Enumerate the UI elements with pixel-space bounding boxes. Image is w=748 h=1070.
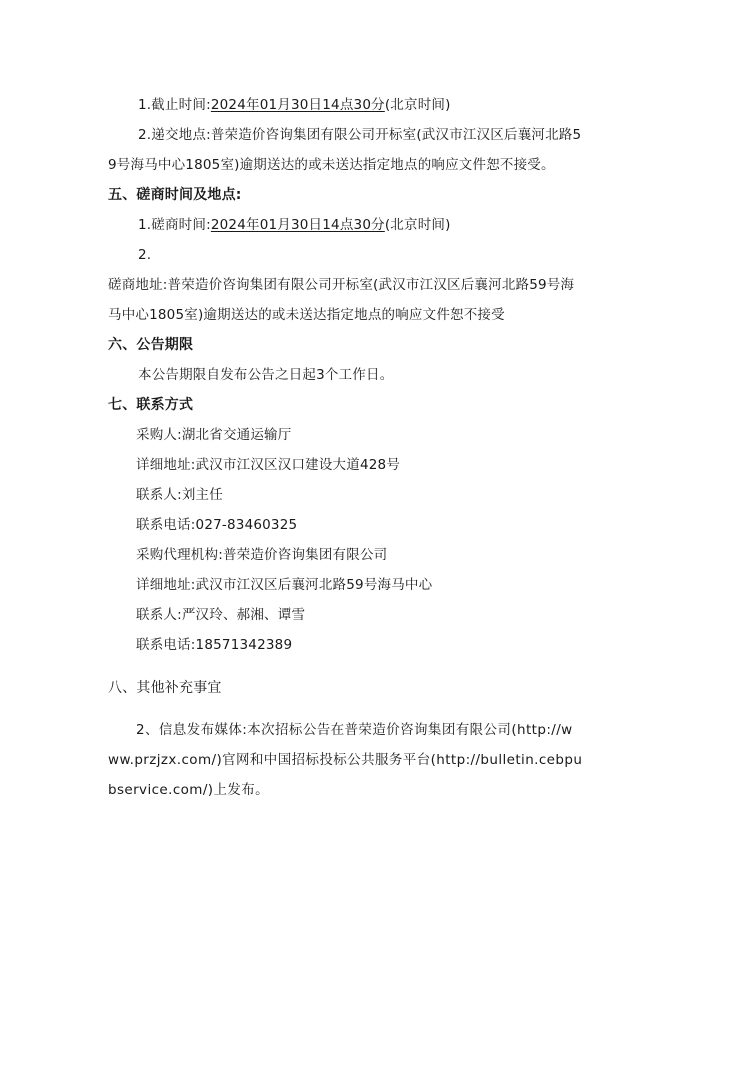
section7-heading: 七、联系方式 [108, 397, 194, 413]
purchaser-name: 采购人:湖北省交通运输厅 [136, 427, 292, 443]
announcement-period-text: 本公告期限自发布公告之日起3个工作日。 [138, 367, 394, 383]
agency-name: 采购代理机构:普荣造价咨询集团有限公司 [136, 547, 388, 563]
deadline-label: 1.截止时间: [138, 97, 211, 113]
consultation-time-timezone: (北京时间) [384, 217, 451, 233]
section6-heading: 六、公告期限 [108, 337, 194, 353]
consultation-time-line [138, 216, 451, 234]
media-line2: ww.przjzx.com/)官网和中国招标投标公共服务平台(http://bulletin.cebpu [108, 752, 583, 768]
purchaser-phone: 联系电话:027-83460325 [136, 517, 298, 533]
agency-contact: 联系人:严汉玲、郝湘、谭雪 [136, 607, 306, 623]
submit-location-line2: 9号海马中心1805室)逾期送达的或未送达指定地点的响应文件恕不接受。 [108, 157, 555, 173]
section8-heading: 八、其他补充事宜 [108, 680, 222, 696]
submit-location-line1: 2.递交地点:普荣造价咨询集团有限公司开标室(武汉市江汉区后襄河北路5 [138, 127, 582, 143]
deadline-date: 2024年01月30日14点30分 [210, 97, 385, 113]
consultation-address-line1: 磋商地址:普荣造价咨询集团有限公司开标室(武汉市江汉区后襄河北路59号海 [108, 277, 575, 293]
agency-phone: 联系电话:18571342389 [136, 637, 293, 653]
deadline-timezone: (北京时间) [384, 97, 451, 113]
purchaser-contact: 联系人:刘主任 [136, 487, 223, 503]
consultation-item2: 2. [138, 247, 152, 263]
consultation-address-line2: 马中心1805室)逾期送达的或未送达指定地点的响应文件恕不接受 [108, 307, 505, 323]
consultation-time-label: 1.磋商时间: [138, 217, 211, 233]
agency-address: 详细地址:武汉市江汉区后襄河北路59号海马中心 [136, 577, 433, 593]
purchaser-address: 详细地址:武汉市江汉区汉口建设大道428号 [136, 457, 401, 473]
deadline-line [138, 96, 451, 114]
section5-heading: 五、磋商时间及地点: [108, 187, 242, 203]
media-line1: 2、信息发布媒体:本次招标公告在普荣造价咨询集团有限公司(http://w [136, 722, 573, 738]
consultation-time-date: 2024年01月30日14点30分 [210, 217, 385, 233]
media-line3: bservice.com/)上发布。 [108, 782, 270, 798]
